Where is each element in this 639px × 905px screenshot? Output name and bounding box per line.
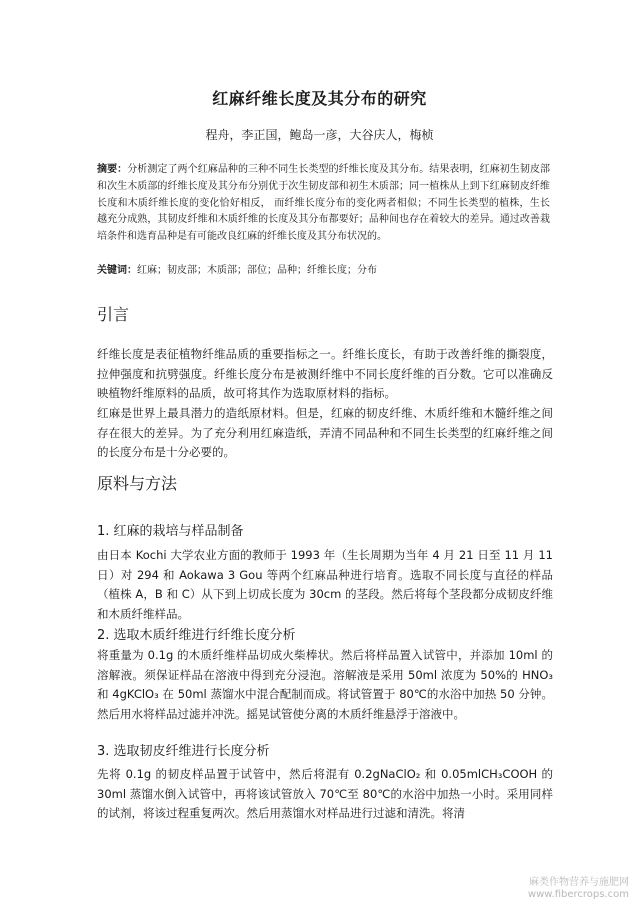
watermark-url: www.fibercrops.com bbox=[527, 889, 629, 900]
subsection-heading-2: 2. 选取木质纤维进行纤维长度分析 bbox=[97, 628, 296, 643]
subsection-3-paragraph: 先将 0.1g 的韧皮样品置于试管中，然后将混有 0.2gNaClO₂ 和 0.05mlCH₃COOH 的 30ml 蒸馏水倒入试管中，再将该试管放入 70℃至 80℃的水浴中加热一小时。采用同样的试剂，将该过程重复两次。然后用蒸馏水对样品进行过滤和清洗。将清 bbox=[97, 767, 553, 821]
keywords-text: 红麻；韧皮部；木质部；部位；品种；纤维长度；分布 bbox=[137, 265, 377, 276]
site-watermark bbox=[528, 877, 629, 901]
abstract bbox=[97, 162, 550, 246]
abstract-label: 摘要： bbox=[97, 164, 128, 175]
section-heading-intro: 引言 bbox=[97, 305, 130, 324]
subsection-1-paragraph: 由日本 Kochi 大学农业方面的教师于 1993 年（生长周期为当年 4 月 21 日至 11 月 11 日）对 294 和 Aokawa 3 Gou 等两个红麻品种进行培育。选取不同长度与直径的样品（植株 A，B 和 C）从下到上切成长度为 30cm 的茎段。然后将每个茎段都分成韧皮纤维和木质纤维样品。 bbox=[97, 548, 553, 621]
section-heading-methods: 原料与方法 bbox=[97, 474, 178, 493]
intro-paragraph-1: 纤维长度是表征植物纤维品质的重要指标之一。纤维长度长，有助于改善纤维的撕裂度，拉伸强度和抗劈强度。纤维长度分布是被测纤维中不同长度纤维的百分数。它可以准确反映植物纤维原料的品质，故可将其作为选取原材料的指标。 bbox=[97, 347, 553, 401]
keywords-label: 关键词： bbox=[97, 265, 137, 276]
subsection-heading-3: 3. 选取韧皮纤维进行长度分析 bbox=[97, 744, 270, 759]
subsection-2-paragraph: 将重量为 0.1g 的木质纤维样品切成火柴棒状。然后将样品置入试管中，并添加 10ml 的溶解液。须保证样品在溶液中得到充分浸泡。溶解液是采用 50ml 浓度为 50%的 HNO₃ 和 4gKClO₃ 在 50ml 蒸馏水中混合配制而成。将试管置于 80℃的水浴中加热 50 分钟。然后用水将样品过滤并冲洗。摇晃试管使分离的木质纤维悬浮于溶液中。 bbox=[97, 648, 553, 721]
paper-title: 红麻纤维长度及其分布的研究 bbox=[212, 89, 427, 108]
author-list: 程舟，李正国，鲍岛一彦，大谷庆人，梅桢 bbox=[205, 128, 434, 142]
intro-paragraph-2: 红麻是世界上最具潜力的造纸原材料。但是，红麻的韧皮纤维、木质纤维和木髓纤维之间存在很大的差异。为了充分利用红麻造纸，弄清不同品种和不同生长类型的红麻纤维之间的长度分布是十分必要的。 bbox=[97, 406, 553, 460]
abstract-text: 分析测定了两个红麻品种的三种不同生长类型的纤维长度及其分布。结果表明，红麻初生韧皮部和次生木质部的纤维长度及其分布分别优于次生韧皮部和初生木质部；同一植株从上到下红麻韧皮纤维长度和木质纤维长度的变化恰好相反， 而纤维长度分布的变化两者相似；不同生长类型的植株，生长越充分成熟，其韧皮纤维和木质纤维的长度及其分布都要好；品种间也存在着较大的差异。通过改善栽培条件和选育品种是有可能改良红麻的纤维长度及其分布状况的。 bbox=[97, 164, 551, 243]
subsection-heading-1: 1. 红麻的栽培与样品制备 bbox=[97, 524, 244, 539]
watermark-site-name: 麻类作物营养与施肥网 bbox=[529, 877, 629, 888]
keywords bbox=[97, 263, 550, 279]
